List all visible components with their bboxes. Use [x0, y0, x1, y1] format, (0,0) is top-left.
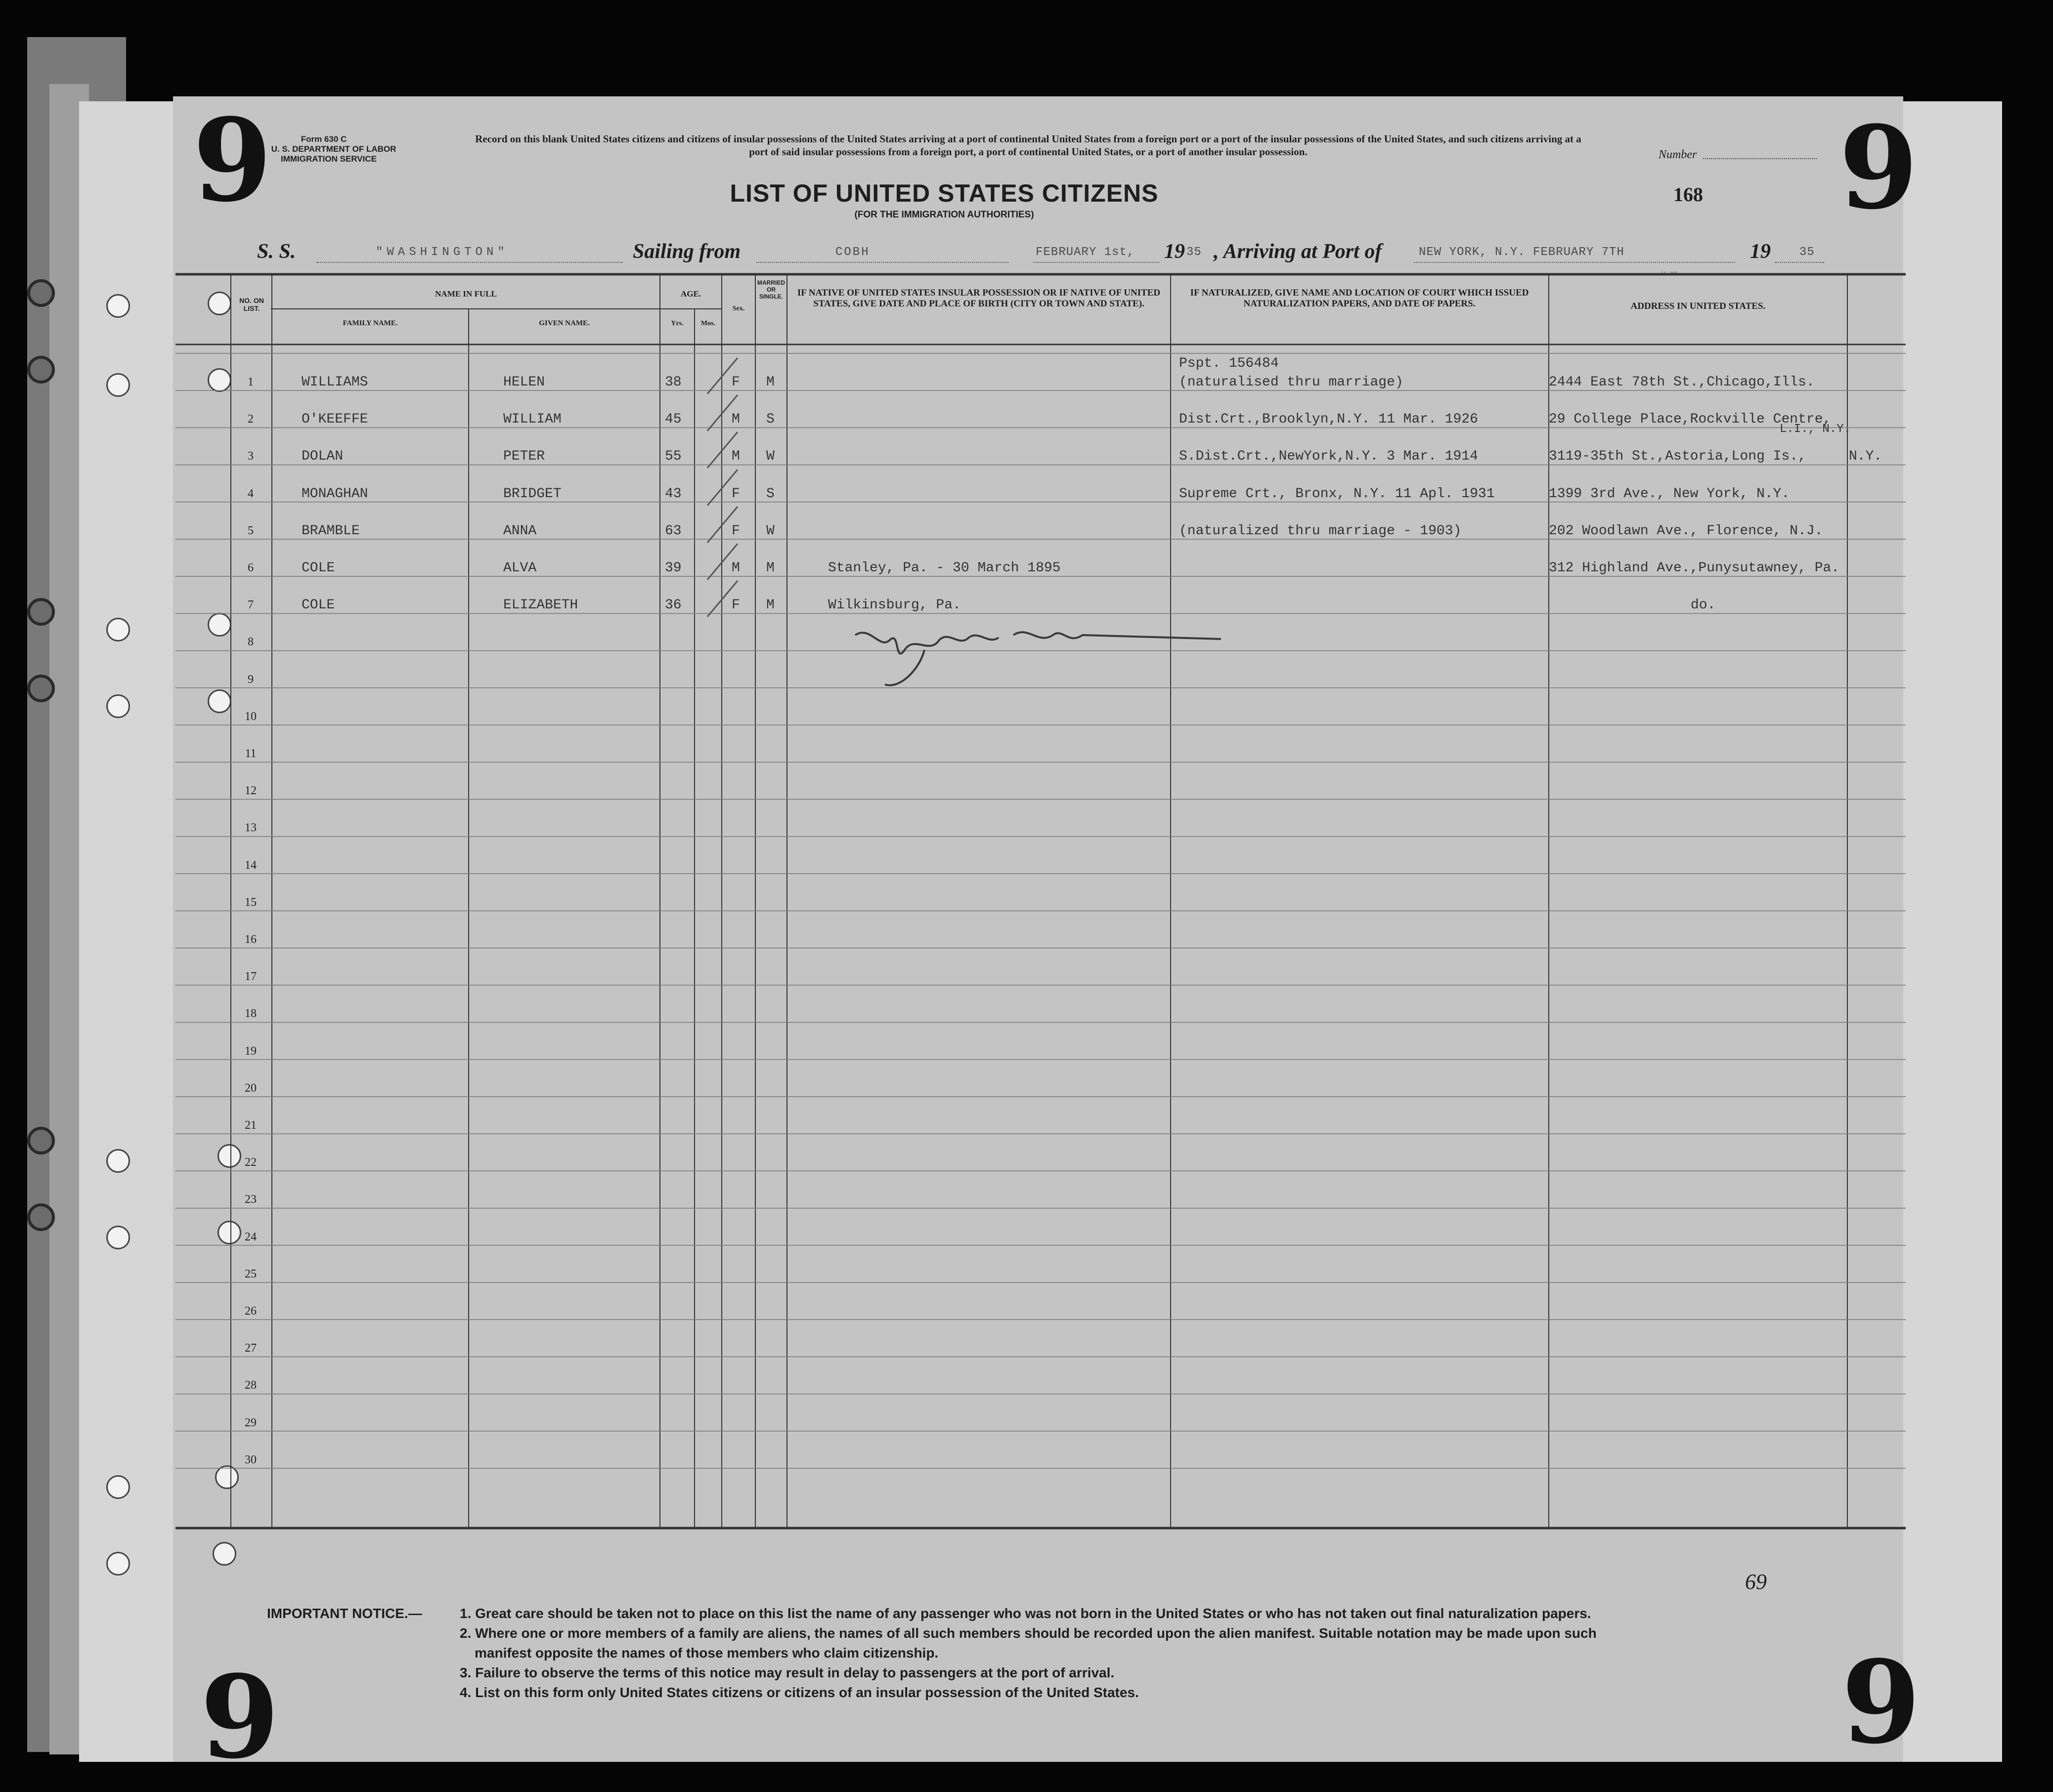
- passport-number-cell: Pspt. 156484: [1179, 356, 1279, 371]
- row-number: 19: [245, 1044, 257, 1058]
- family-name-cell: BRAMBLE: [302, 523, 360, 539]
- sex-cell: F: [732, 486, 740, 502]
- birthplace-cell: Stanley, Pa. - 30 March 1895: [828, 560, 1061, 576]
- sex-cell: M: [732, 449, 740, 465]
- form-subtitle: (FOR THE IMMIGRATION AUTHORITIES): [854, 210, 1034, 220]
- arrival-year-prefix: 19: [1750, 240, 1771, 263]
- row-number: 3: [248, 450, 254, 463]
- col-header-months: Mos.: [700, 320, 716, 327]
- row-number: 8: [248, 636, 254, 649]
- record-instructions: Record on this blank United States citizens and citizens of insular possessions of the United States arriving at a port of continental United States from a foreign port or a port of the insular possessions of the United States, and such citizens arriving at a port of said insular possessions from a foreign port, a port of continental United States, or a port of another insular possession.: [475, 133, 1581, 158]
- family-name-cell: DOLAN: [302, 449, 344, 465]
- row-number: 23: [245, 1193, 257, 1206]
- row-number: 16: [245, 933, 257, 946]
- given-name-cell: WILLIAM: [503, 412, 562, 427]
- marital-status-cell: M: [766, 560, 775, 576]
- corner-number-top-left: 9: [193, 94, 272, 227]
- row-number: 12: [245, 784, 257, 798]
- row-number: 26: [245, 1305, 257, 1318]
- marital-status-cell: S: [766, 412, 775, 427]
- department-name: U. S. DEPARTMENT OF LABOR: [271, 144, 396, 154]
- row-number: 10: [245, 710, 257, 723]
- address-continuation-cell: L.I., N.Y.: [1780, 423, 1851, 436]
- ship-name: "WASHINGTON": [376, 246, 509, 259]
- marital-status-cell: W: [766, 523, 775, 539]
- address-cell: 312 Highland Ave.,Punysutawney, Pa.: [1549, 560, 1840, 576]
- row-number: 29: [245, 1416, 257, 1429]
- printer-code: 14—806: [1661, 271, 1678, 276]
- marital-status-cell: M: [766, 597, 775, 613]
- row-number: 17: [245, 970, 257, 983]
- col-header-native-birth: IF NATIVE OF UNITED STATES INSULAR POSSESSION OR IF NATIVE OF UNITED STATES, GIVE DATE AND PLACE OF BIRTH (CITY OR TOWN AND STATE).: [797, 288, 1161, 309]
- row-number: 28: [245, 1379, 257, 1392]
- row-number: 7: [248, 598, 254, 612]
- arrival-year: 35: [1799, 246, 1815, 259]
- notice-item: manifest opposite the names of those members who claim citizenship.: [475, 1645, 939, 1661]
- given-name-cell: PETER: [503, 449, 545, 465]
- corner-number-bottom-right: 9: [1841, 1636, 1921, 1769]
- naturalization-cell: Supreme Crt., Bronx, N.Y. 11 Apl. 1931: [1179, 486, 1495, 502]
- row-number: 9: [248, 673, 254, 686]
- row-number: 1: [248, 376, 254, 388]
- naturalization-cell: (naturalized thru marriage - 1903): [1179, 523, 1462, 539]
- col-header-given-name: GIVEN NAME.: [539, 319, 590, 327]
- family-name-cell: O'KEEFFE: [302, 412, 368, 427]
- corner-number-top-right: 9: [1839, 101, 1919, 235]
- row-number: 30: [245, 1453, 257, 1466]
- col-header-married: MARRIED OR SINGLE.: [757, 279, 785, 300]
- birthplace-cell: Wilkinsburg, Pa.: [828, 597, 961, 613]
- corner-number-bottom-left: 9: [200, 1651, 280, 1784]
- row-number: 21: [245, 1119, 257, 1132]
- row-number: 18: [245, 1007, 257, 1021]
- list-number: 168: [1673, 183, 1703, 206]
- family-name-cell: MONAGHAN: [302, 486, 368, 502]
- col-header-sex: Sex.: [732, 305, 745, 312]
- marital-status-cell: M: [766, 375, 775, 390]
- address-cell: 2444 East 78th St.,Chicago,Ills.: [1549, 375, 1815, 390]
- form-id: Form 630 C: [301, 134, 347, 144]
- notice-item: 4. List on this form only United States citizens or citizens of an insular possession of the United States.: [460, 1685, 1139, 1700]
- arrival-port-date: NEW YORK, N.Y. FEBRUARY 7TH: [1419, 246, 1624, 259]
- age-years-cell: 39: [665, 560, 682, 576]
- age-years-cell: 55: [665, 449, 682, 465]
- row-number: 4: [248, 487, 254, 500]
- col-header-address: ADDRESS IN UNITED STATES.: [1630, 301, 1766, 311]
- row-number: 2: [248, 413, 254, 426]
- given-name-cell: ANNA: [503, 523, 537, 539]
- number-label: Number: [1659, 148, 1697, 161]
- family-name-cell: COLE: [302, 597, 335, 613]
- sex-cell: M: [732, 412, 740, 427]
- age-years-cell: 36: [665, 597, 682, 613]
- signature-icon: [850, 620, 1226, 694]
- col-header-naturalization: IF NATURALIZED, GIVE NAME AND LOCATION OF COURT WHICH ISSUED NATURALIZATION PAPERS, AND DATE OF PAPERS.: [1190, 288, 1529, 309]
- row-number: 15: [245, 896, 257, 909]
- row-number: 11: [245, 747, 257, 760]
- service-name: IMMIGRATION SERVICE: [281, 154, 377, 164]
- address-cell: 29 College Place,Rockville Centre,: [1549, 412, 1832, 427]
- naturalization-cell: S.Dist.Crt.,NewYork,N.Y. 3 Mar. 1914: [1179, 449, 1478, 465]
- notice-item: 1. Great care should be taken not to place on this list the name of any passenger who was not born in the United States or who has not taken out final naturalization papers.: [460, 1606, 1591, 1621]
- address-cell: 1399 3rd Ave., New York, N.Y.: [1549, 486, 1790, 502]
- naturalization-cell: (naturalised thru marriage): [1179, 375, 1403, 390]
- form-title: LIST OF UNITED STATES CITIZENS: [730, 179, 1159, 207]
- row-number: 22: [245, 1156, 257, 1169]
- row-number: 27: [245, 1342, 257, 1355]
- ss-label: S. S.: [257, 240, 296, 263]
- notice-item: 3. Failure to observe the terms of this notice may result in delay to passengers at the port of arrival.: [460, 1665, 1115, 1680]
- given-name-cell: HELEN: [503, 375, 545, 390]
- col-header-no: NO. ON LIST.: [239, 297, 264, 312]
- notice-item: 2. Where one or more members of a family are aliens, the names of all such members should be recorded upon the alien manifest. Suitable notation may be made upon such: [460, 1625, 1597, 1641]
- row-number: 25: [245, 1267, 257, 1280]
- sex-cell: F: [732, 523, 740, 539]
- sex-cell: F: [732, 375, 740, 390]
- sailing-year: 35: [1186, 246, 1202, 259]
- address-cell: do.: [1691, 597, 1716, 613]
- given-name-cell: ALVA: [503, 560, 537, 576]
- page-number: 69: [1745, 1570, 1767, 1594]
- col-header-age: AGE.: [680, 289, 701, 299]
- sailing-from-port: COBH: [835, 246, 870, 259]
- sex-cell: M: [732, 560, 740, 576]
- row-number: 6: [248, 561, 254, 574]
- marital-status-cell: S: [766, 486, 775, 502]
- age-years-cell: 38: [665, 375, 682, 390]
- given-name-cell: BRIDGET: [503, 486, 562, 502]
- family-name-cell: WILLIAMS: [302, 375, 368, 390]
- sailing-from-label: Sailing from: [633, 240, 741, 263]
- col-header-family-name: FAMILY NAME.: [343, 319, 398, 327]
- row-number: 24: [245, 1230, 257, 1243]
- age-years-cell: 45: [665, 412, 682, 427]
- sailing-date: FEBRUARY 1st,: [1036, 246, 1135, 259]
- notice-heading: IMPORTANT NOTICE.—: [267, 1606, 422, 1621]
- marital-status-cell: W: [766, 449, 775, 465]
- row-number: 14: [245, 858, 257, 872]
- address-cell: 202 Woodlawn Ave., Florence, N.J.: [1549, 523, 1823, 539]
- age-years-cell: 63: [665, 523, 682, 539]
- family-name-cell: COLE: [302, 560, 335, 576]
- address-continuation-cell: N.Y.: [1849, 449, 1882, 465]
- col-header-years: Yrs.: [671, 320, 684, 327]
- col-header-name-in-full: NAME IN FULL: [435, 289, 497, 299]
- address-cell: 3119-35th St.,Astoria,Long Is.,: [1549, 449, 1806, 465]
- row-number: 13: [245, 821, 257, 835]
- row-number: 20: [245, 1081, 257, 1095]
- row-number: 5: [248, 524, 254, 537]
- sailing-year-prefix: 19: [1164, 240, 1185, 263]
- age-years-cell: 43: [665, 486, 682, 502]
- arriving-label: , Arriving at Port of: [1214, 240, 1382, 263]
- sex-cell: F: [732, 597, 740, 613]
- naturalization-cell: Dist.Crt.,Brooklyn,N.Y. 11 Mar. 1926: [1179, 412, 1478, 427]
- given-name-cell: ELIZABETH: [503, 597, 578, 613]
